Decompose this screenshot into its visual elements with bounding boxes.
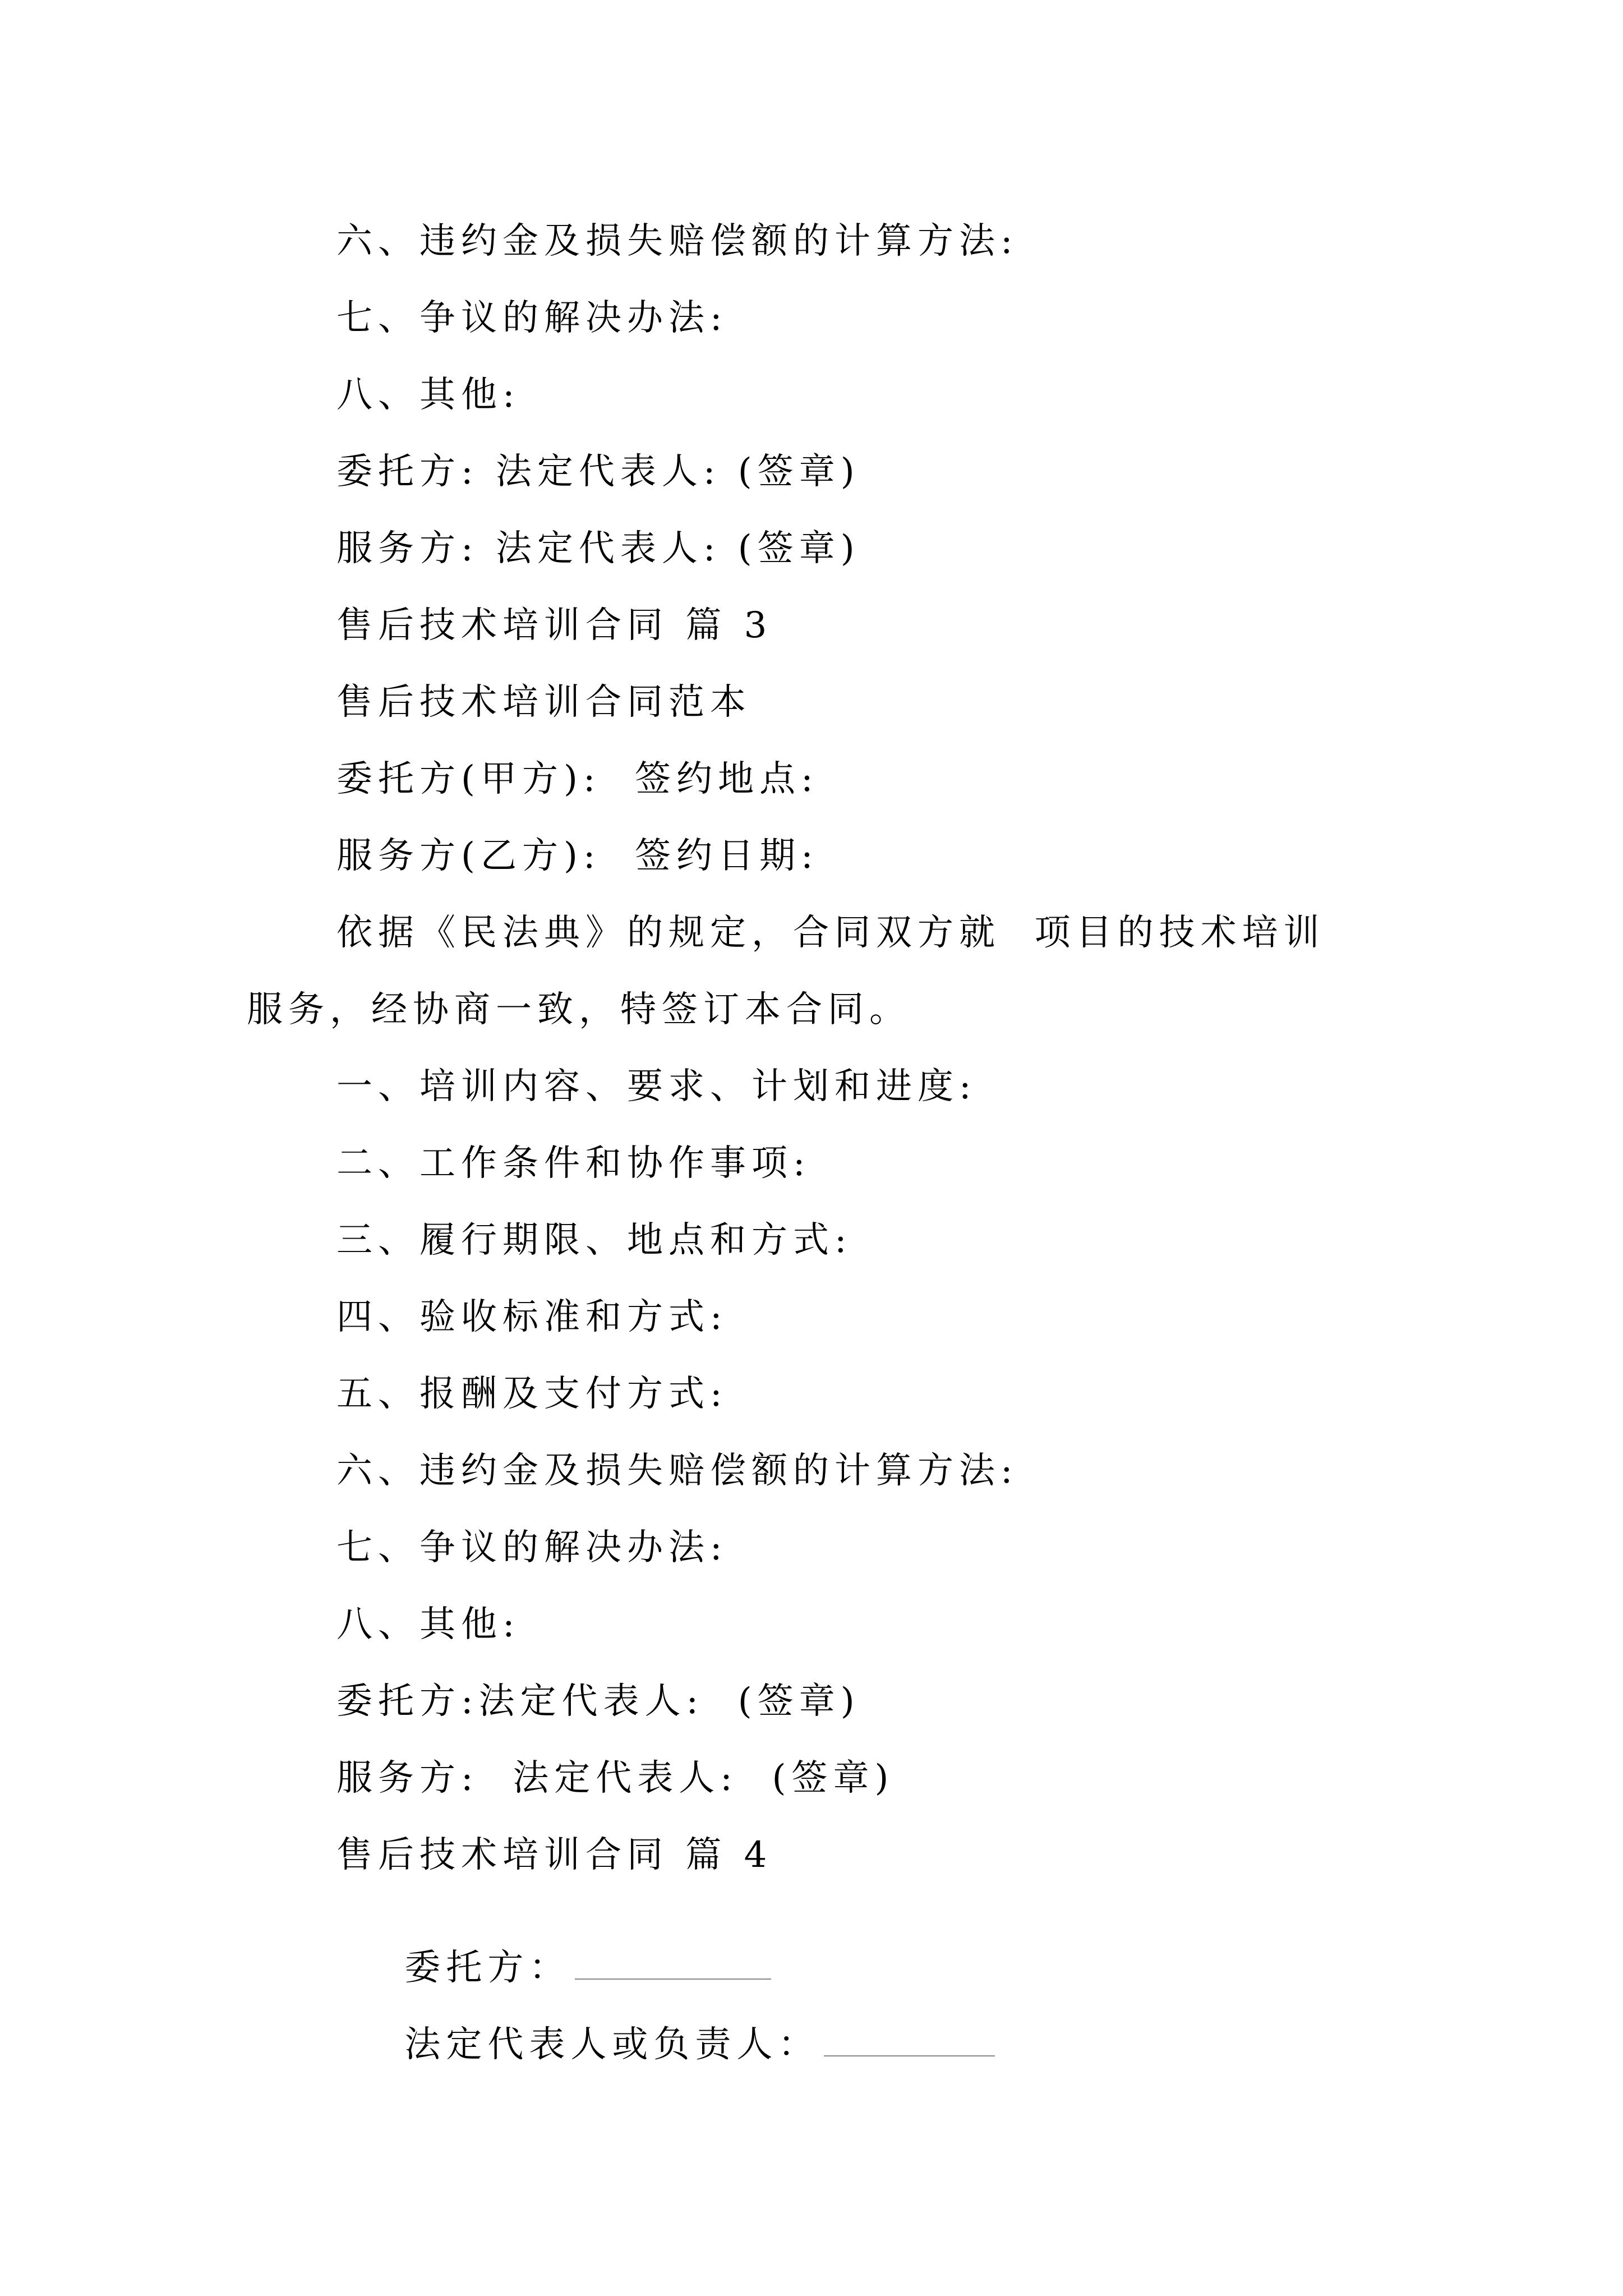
signature-client-2: 委托方:法定代表人: (签章) xyxy=(336,1681,860,1722)
preamble-line-2: 服务，经协商一致，特签订本合同。 xyxy=(247,989,911,1030)
client-blank xyxy=(575,1977,771,1980)
clause-6-penalty: 六、违约金及损失赔偿额的计算方法: xyxy=(336,220,1018,262)
clause-7-dispute: 七、争议的解决办法: xyxy=(336,297,728,339)
client-label: 委托方： xyxy=(404,1947,571,1989)
clause-2-conditions: 二、工作条件和协作事项: xyxy=(336,1143,811,1184)
section-heading-4: 售后技术培训合同 篇 4 xyxy=(336,1834,773,1876)
section-heading-3: 售后技术培训合同 篇 3 xyxy=(336,605,773,646)
party-b-line: 服务方(乙方): 签约日期: xyxy=(336,835,819,877)
clause-7-dispute-2: 七、争议的解决办法: xyxy=(336,1527,728,1568)
party-a-line: 委托方(甲方): 签约地点: xyxy=(336,758,819,800)
contract-title: 售后技术培训合同范本 xyxy=(336,682,751,723)
signature-client: 委托方: 法定代表人: (签章) xyxy=(336,451,860,493)
signature-service-2: 服务方: 法定代表人: (签章) xyxy=(336,1757,895,1799)
representative-label: 法定代表人或负责人： xyxy=(404,2024,820,2065)
clause-8-other-2: 八、其他: xyxy=(336,1604,520,1645)
clause-6-penalty-2: 六、违约金及损失赔偿额的计算方法: xyxy=(336,1450,1018,1492)
clause-4-acceptance: 四、验收标准和方式: xyxy=(336,1296,728,1338)
clause-8-other: 八、其他: xyxy=(336,374,520,416)
clause-5-payment: 五、报酬及支付方式: xyxy=(336,1373,728,1415)
preamble-line-1: 依据《民法典》的规定，合同双方就 项目的技术培训 xyxy=(336,912,1325,954)
representative-line xyxy=(336,1991,995,2099)
clause-3-term: 三、履行期限、地点和方式: xyxy=(336,1220,852,1261)
signature-service: 服务方: 法定代表人: (签章) xyxy=(336,528,860,569)
clause-1-content: 一、培训内容、要求、计划和进度: xyxy=(336,1066,977,1107)
representative-blank xyxy=(824,2054,995,2056)
